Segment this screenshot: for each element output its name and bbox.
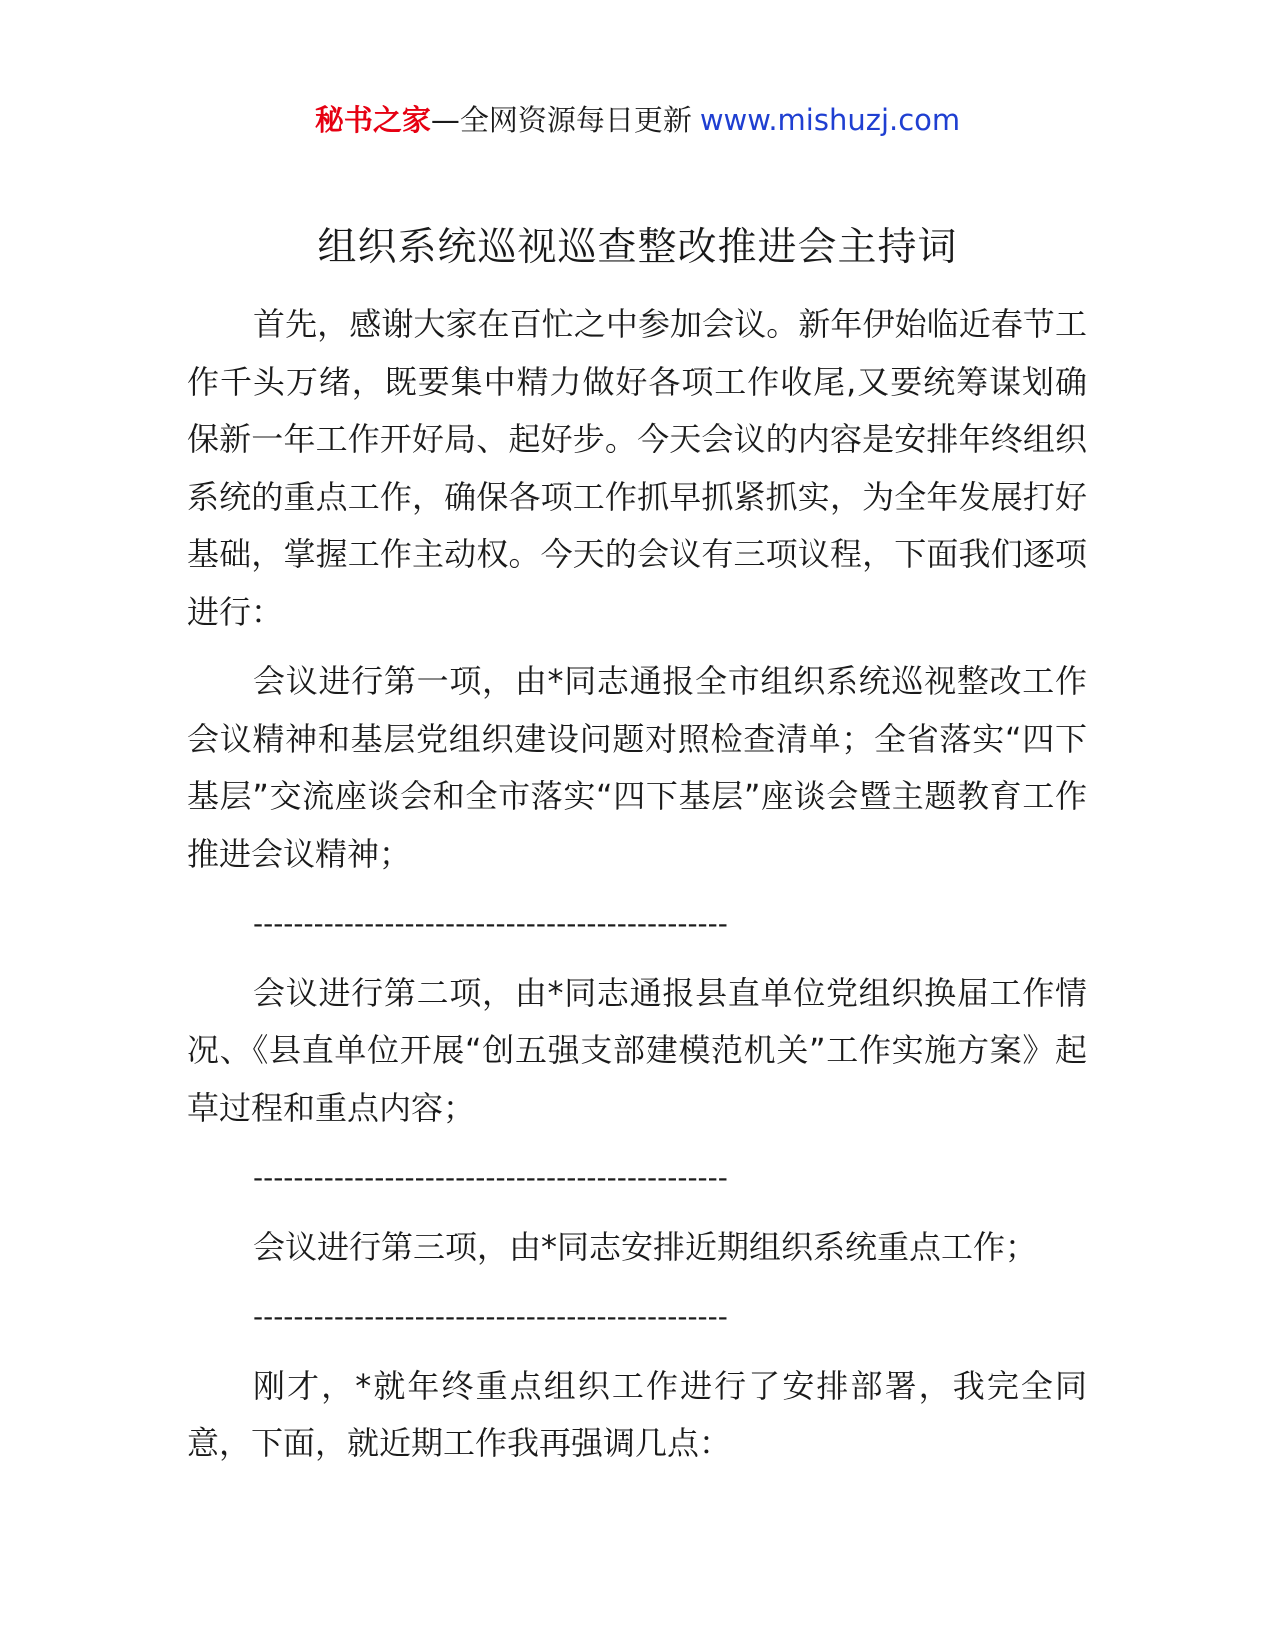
separator-line: -----------------------------------------------	[253, 907, 728, 940]
paragraph-item-one: 会议进行第一项，由*同志通报全市组织系统巡视整改工作会议精神和基层党组织建设问题对照检查清单；全省落实“四下基层”交流座谈会和全市落实“四下基层”座谈会暨主题教育工作推进会议精神；	[187, 662, 1087, 873]
brand-name: 秘书之家	[314, 103, 431, 137]
website-link[interactable]: www.mishuzj.com	[699, 103, 961, 137]
paragraph-closing: 刚才，*就年终重点组织工作进行了安排部署，我完全同意，下面，就近期工作我再强调几点：	[187, 1366, 1087, 1462]
site-header	[0, 100, 1275, 140]
header-tagline: —全网资源每日更新	[430, 103, 692, 137]
paragraph-intro: 首先，感谢大家在百忙之中参加会议。新年伊始临近春节工作千头万绪，既要集中精力做好各项工作收尾,又要统筹谋划确保新一年工作开好局、起好步。今天会议的内容是安排年终组织系统的重点工作，确保各项工作抓早抓紧抓实，为全年发展打好基础，掌握工作主动权。今天的会议有三项议程，下面我们逐项进行：	[187, 305, 1087, 631]
paragraph-item-two: 会议进行第二项，由*同志通报县直单位党组织换届工作情况、《县直单位开展“创五强支部建模范机关”工作实施方案》起草过程和重点内容；	[187, 973, 1087, 1127]
document-title: 组织系统巡视巡查整改推进会主持词	[317, 225, 958, 270]
paragraph-item-three: 会议进行第三项，由*同志安排近期组织系统重点工作；	[253, 1227, 1038, 1266]
document-body	[187, 296, 1087, 1485]
separator-line: -----------------------------------------------	[253, 1161, 728, 1194]
separator-line: -----------------------------------------------	[253, 1300, 728, 1333]
